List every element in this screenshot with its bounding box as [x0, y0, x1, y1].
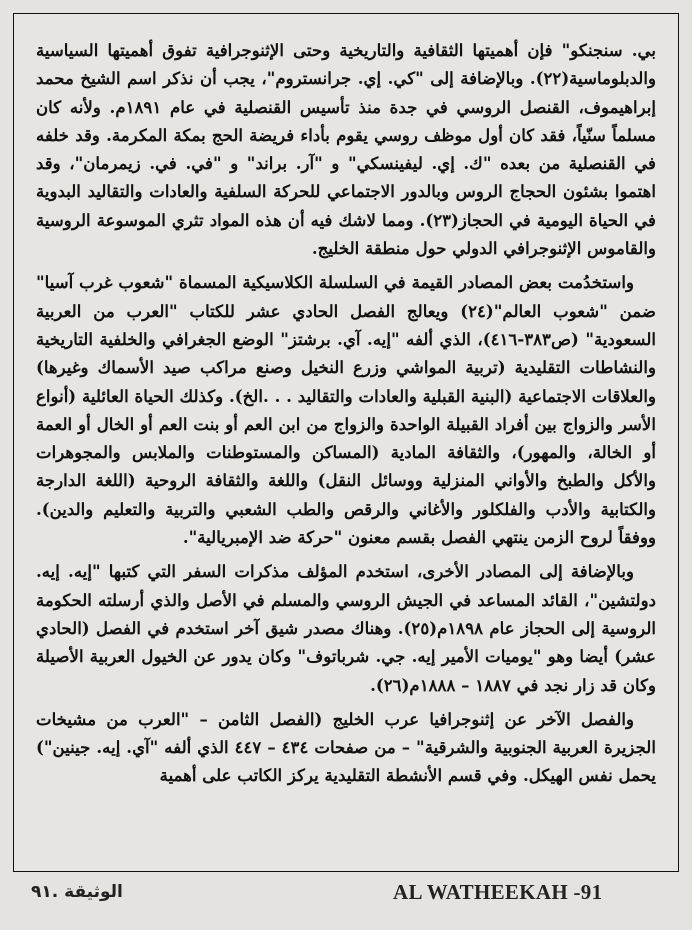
- paragraph: واستخدُمت بعض المصادر القيمة في السلسلة الكلاسيكية المسماة "شعوب غرب آسيا" ضمن "شعوب العالم"(٢٤) ويعالج الفصل الحادي عشر للكتاب "العرب من العربية السعودية" (ص٣٨٣-٤١٦)، الذي ألفه "إيه. آي. برشتز" الوضع الجغرافي والخلفية التاريخية والنشاطات التقليدية (تربية المواشي وزرع النخيل وصنع مراكب صيد الأسماك وغيرها) والعلاقات الاجتماعية (البنية القبلية والعادات والتقاليد . . .الخ). وكذلك الحياة العائلية (أنواع الأسر والزواج بين أفراد القبيلة الواحدة والزواج من ابن العم أو بنت العم أو الخال أو العمة أو الخالة، والمهور)، والثقافة المادية (المساكن والمستوطنات والملابس والمجوهرات والأكل والطبخ والأواني المنزلية ووسائل النقل) واللغة والثقافة الروحية (اللغة الدارجة والكتابية والأدب والفلكلور والأغاني والرقص والطب الشعبي والتربية والتعليم والدين). ووفقاً لروح الزمن ينتهي الفصل بقسم معنون "حركة ضد الإمبريالية".: [36, 272, 656, 548]
- paragraph: وبالإضافة إلى المصادر الأخرى، استخدم المؤلف مذكرات السفر التي كتبها "إيه. إيه. دولتشين"، القائد المساعد في الجيش الروسي والمسلم في الأصل والذي أرسلته الحكومة الروسية إلى الحجاز عام ١٨٩٨م(٢٥). وهناك مصدر شيق آخر استخدم في الفصل (الحادي عشر) أيضا وهو "يوميات الأمير إيه. جي. شرباتوف" وكان يدور عن الخيول العربية الأصيلة وكان قد زار نجد في ١٨٨٧ – ١٨٨٨م(٢٦).: [36, 561, 656, 695]
- paragraph: بي. سنجنكو" فإن أهميتها الثقافية والتاريخية وحتى الإثنوجرافية تفوق أهميتها السياسية والدبلوماسية(٢٢). وبالإضافة إلى "كي. إي. جرانستروم"، يجب أن نذكر اسم الشيخ محمد إبراهيموف، القنصل الروسي في جدة منذ تأسيس القنصلية في عام ١٨٩١م. ولأنه كان مسلماً سنّياً، فقد كان أول موظف روسي يقوم بأداء فريضة الحج بمكة المكرمة. وقد خلفه في القنصلية من بعده "ك. إي. ليفينسكي" و "آر. براند" و "في. في. زيمرمان"، وقد اهتموا بشئون الحجاج الروس وبالدور الاجتماعي للحركة السلفية والعادات والتقاليد البدوية في الحياة اليومية في الحجاز(٢٣). ومما لاشك فيه أن هذه المواد تثري الموسوعة الروسية والقاموس الإثنوجرافي الدولي حول منطقة الخليج.: [36, 40, 656, 259]
- footer-arabic-title: الوثيقة .٩١: [31, 882, 123, 902]
- article-body: [36, 36, 656, 790]
- paragraph: والفصل الآخر عن إثنوجرافيا عرب الخليج (الفصل الثامن – "العرب من مشيخات الجزيرة العربية الجنوبية والشرقية" – من صفحات ٤٣٤ – ٤٤٧ الذي ألفه "آي. إيه. جينين") يحمل نفس الهيكل. وفي قسم الأنشطة التقليدية يركز الكاتب على أهمية: [36, 708, 656, 786]
- text-frame: [13, 13, 679, 872]
- page-footer: [13, 880, 679, 916]
- footer-english-title: AL WATHEEKAH -91: [393, 880, 603, 904]
